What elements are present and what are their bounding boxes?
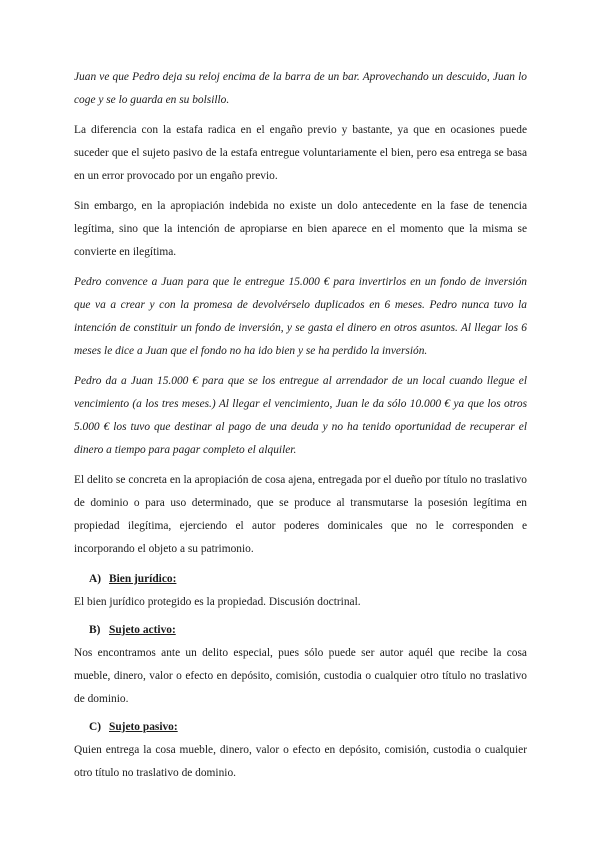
paragraph-delito-definition: El delito se concreta en la apropiación de cosa ajena, entregada por el dueño por título no traslativo de dominio o para uso determinado, que se produce al transmutarse la posesión legítima en propiedad ilegítima, ejerciendo el autor poderes dominicales que no le corresponden e incorporando el objeto a su patrimonio. xyxy=(74,474,527,555)
section-heading-sujeto-pasivo xyxy=(74,716,527,739)
document-page xyxy=(74,66,527,790)
example-paragraph-fraud: Pedro convence a Juan para que le entregue 15.000 € para invertirlos en un fondo de inversión que va a crear y con la promesa de devolvérselo duplicados en 6 meses. Pedro nunca tuvo la intención de constituir un fondo de inversión, y se gasta el dinero en otros asuntos. Al llegar los 6 meses le dice a Juan que el fondo no ha ido bien y se ha perdido la inversión. xyxy=(74,276,527,357)
example-paragraph-misappropriation: Pedro da a Juan 15.000 € para que se los entregue al arrendador de un local cuando llegue el vencimiento (a los tres meses.) Al llegar el vencimiento, Juan le da sólo 10.000 € ya que los otros 5.000 € los tuvo que destinar al pago de una deuda y no ha tenido oportunidad de recuperar el dinero a tiempo para pagar completo el alquiler. xyxy=(74,375,527,456)
paragraph-difference-estafa: La diferencia con la estafa radica en el engaño previo y bastante, ya que en ocasiones puede suceder que el sujeto pasivo de la estafa entregue voluntariamente el bien, pero esa entrega se basa en un error provocado por un engaño previo. xyxy=(74,124,527,182)
example-paragraph-theft: Juan ve que Pedro deja su reloj encima de la barra de un bar. Aprovechando un descuido, Juan lo coge y se lo guarda en su bolsillo. xyxy=(74,71,527,106)
section-text-sujeto-pasivo: Quien entrega la cosa mueble, dinero, valor o efecto en depósito, comisión, custodia o cualquier otro título no traslativo de dominio. xyxy=(74,744,527,779)
section-title: Bien jurídico: xyxy=(109,573,177,585)
section-letter: B) xyxy=(89,624,101,636)
section-heading-sujeto-activo xyxy=(74,619,527,642)
section-letter: A) xyxy=(89,573,102,585)
section-text-sujeto-activo: Nos encontramos ante un delito especial, pues sólo puede ser autor aquél que recibe la cosa mueble, dinero, valor o efecto en depósito, comisión, custodia o cualquier otro título no traslativo de dominio. xyxy=(74,647,527,705)
section-title: Sujeto activo: xyxy=(109,624,176,636)
section-text-bien-juridico: El bien jurídico protegido es la propiedad. Discusión doctrinal. xyxy=(74,596,361,608)
section-title: Sujeto pasivo: xyxy=(109,721,178,733)
paragraph-dolo-antecedente: Sin embargo, en la apropiación indebida no existe un dolo antecedente en la fase de tenencia legítima, sino que la intención de apropiarse en bien aparece en el momento que la misma se convierte en ilegítima. xyxy=(74,200,527,258)
section-letter: C) xyxy=(89,721,102,733)
section-heading-bien-juridico xyxy=(74,568,527,591)
